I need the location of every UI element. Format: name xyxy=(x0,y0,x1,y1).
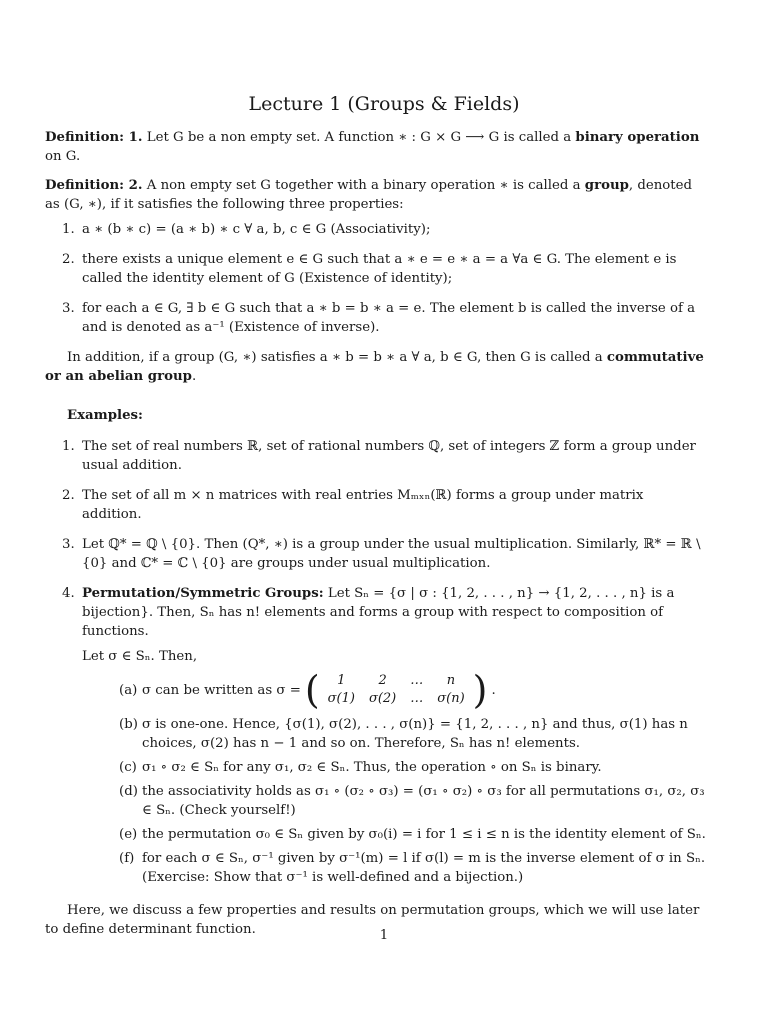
matrix-cell: 1 xyxy=(337,673,346,688)
matrix-table xyxy=(321,672,472,708)
matrix-line xyxy=(142,670,706,710)
definition-2-text-a: A non empty set G together with a binary operation ∗ is called a xyxy=(142,178,585,193)
list-text: for each a ∈ G, ∃ b ∈ G such that a ∗ b = b ∗ a = e. The element b is called the inverse of a and is denoted as a⁻¹ (Existence of inverse). xyxy=(82,301,696,335)
definition-2-label: Definition: 2. xyxy=(45,178,143,193)
sub-list-number: (c) xyxy=(119,760,137,775)
examples-list xyxy=(45,437,706,887)
list-number: 2. xyxy=(62,488,75,503)
sub-list-text: the associativity holds as σ₁ ∘ (σ₂ ∘ σ₃) = (σ₁ ∘ σ₂) ∘ σ₃ for all permutations σ₁, σ₂, σ₃ ∈ Sₙ. (Check yourself!) xyxy=(142,784,705,818)
sub-list-item xyxy=(82,849,706,887)
group-properties-list xyxy=(45,220,706,337)
definition-1-label: Definition: 1. xyxy=(45,130,143,145)
sub-list-number: (d) xyxy=(119,784,138,799)
matrix-cell: σ(n) xyxy=(437,691,465,706)
sub-list-number: (e) xyxy=(119,827,138,842)
list-number: 1. xyxy=(62,439,75,454)
abelian-text-b: . xyxy=(191,369,197,384)
sub-list-number: (b) xyxy=(119,717,138,732)
list-text: The set of real numbers ℝ, set of rational numbers ℚ, set of integers ℤ form a group under usual addition. xyxy=(82,439,696,473)
closing-paragraph: Here, we discuss a few properties and results on permutation groups, which we will use later to define determinant function. xyxy=(45,903,700,937)
list-number: 2. xyxy=(62,252,75,267)
definition-2 xyxy=(45,176,706,214)
abelian-paragraph xyxy=(45,348,706,386)
list-text: a ∗ (b ∗ c) = (a ∗ b) ∗ c ∀ a, b, c ∈ G (Associativity); xyxy=(82,222,431,237)
definition-1-term: binary operation xyxy=(575,130,700,145)
list-item xyxy=(45,220,706,239)
abelian-term: commutative or an abelian group xyxy=(45,350,704,384)
page-title: Lecture 1 (Groups & Fields) xyxy=(248,93,520,115)
right-paren-icon: ) xyxy=(472,668,488,712)
list-text: there exists a unique element e ∈ G such that a ∗ e = e ∗ a = a ∀a ∈ G. The element e is called the identity element of G (Existence of identity); xyxy=(82,252,677,286)
list-item xyxy=(45,535,706,573)
permutation-sublist xyxy=(82,670,706,887)
list-item xyxy=(45,584,706,887)
sub-list-number: (a) xyxy=(119,683,138,698)
sub-list-item xyxy=(82,758,706,777)
list-number: 3. xyxy=(62,537,75,552)
definition-1-text-b: on G. xyxy=(45,149,81,164)
page-number: 1 xyxy=(379,928,389,943)
matrix-cell: σ(2) xyxy=(368,691,397,706)
sub-list-item xyxy=(82,825,706,844)
list-number: 1. xyxy=(62,222,75,237)
sub-list-text: σ₁ ∘ σ₂ ∈ Sₙ for any σ₁, σ₂ ∈ Sₙ. Thus, the operation ∘ on Sₙ is binary. xyxy=(142,760,602,775)
matrix-cell: 2 xyxy=(378,673,387,688)
matrix-cell: … xyxy=(410,691,424,706)
permutation-matrix xyxy=(305,670,488,710)
definition-2-term: group xyxy=(584,178,629,193)
sub-list-text: the permutation σ₀ ∈ Sₙ given by σ₀(i) = i for 1 ≤ i ≤ n is the identity element of Sₙ. xyxy=(142,827,706,842)
sub-list-number: (f) xyxy=(119,851,135,866)
list-item xyxy=(45,486,706,524)
permutation-text: Let Sₙ = {σ | σ : {1, 2, . . . , n} → {1, 2, . . . , n} is a bijection}. Then, Sₙ has n! elements and forms a group with respect to composition of functions. xyxy=(82,586,675,639)
sub-list-item xyxy=(82,715,706,753)
list-item xyxy=(45,437,706,475)
list-item xyxy=(45,299,706,337)
permutation-heading: Permutation/Symmetric Groups: xyxy=(82,586,324,601)
permutation-let: Let σ ∈ Sₙ. Then, xyxy=(82,649,198,664)
matrix-cell: n xyxy=(446,673,456,688)
matrix-cell: σ(1) xyxy=(327,691,355,706)
matrix-cell: … xyxy=(410,673,424,688)
sub-list-item xyxy=(82,670,706,710)
page-body xyxy=(45,128,706,939)
sub-list-text: σ can be written as σ = xyxy=(142,682,301,698)
left-paren-icon: ( xyxy=(304,668,320,712)
matrix-period: . xyxy=(491,682,496,698)
list-number: 4. xyxy=(62,586,75,601)
list-text: The set of all m × n matrices with real entries Mₘₓₙ(ℝ) forms a group under matrix addition. xyxy=(82,488,644,522)
sub-list-item xyxy=(82,782,706,820)
list-text: Let ℚ* = ℚ \ {0}. Then (Q*, ∗) is a group under the usual multiplication. Similarly, ℝ* = ℝ \ {0} and ℂ* = ℂ \ {0} are groups under usual multiplication. xyxy=(82,537,701,571)
list-item xyxy=(45,250,706,288)
definition-1-text-a: Let G be a non empty set. A function ∗ : G × G ⟶ G is called a xyxy=(142,130,576,145)
sub-list-text: for each σ ∈ Sₙ, σ⁻¹ given by σ⁻¹(m) = l if σ(l) = m is the inverse element of σ in Sₙ. (Exercise: Show that σ⁻¹ is well-defined and a bijection.) xyxy=(142,851,706,885)
examples-heading: Examples: xyxy=(67,408,143,423)
sub-list-text: σ is one-one. Hence, {σ(1), σ(2), . . . , σ(n)} = {1, 2, . . . , n} and thus, σ(1) has n choices, σ(2) has n − 1 and so on. Therefore, Sₙ has n! elements. xyxy=(142,717,688,751)
list-number: 3. xyxy=(62,301,75,316)
definition-1 xyxy=(45,128,706,166)
abelian-text-a: In addition, if a group (G, ∗) satisfies a ∗ b = b ∗ a ∀ a, b ∈ G, then G is called a xyxy=(67,350,607,365)
definition-2-text-b: , denoted as (G, ∗), if it satisfies the following three properties: xyxy=(45,178,693,212)
